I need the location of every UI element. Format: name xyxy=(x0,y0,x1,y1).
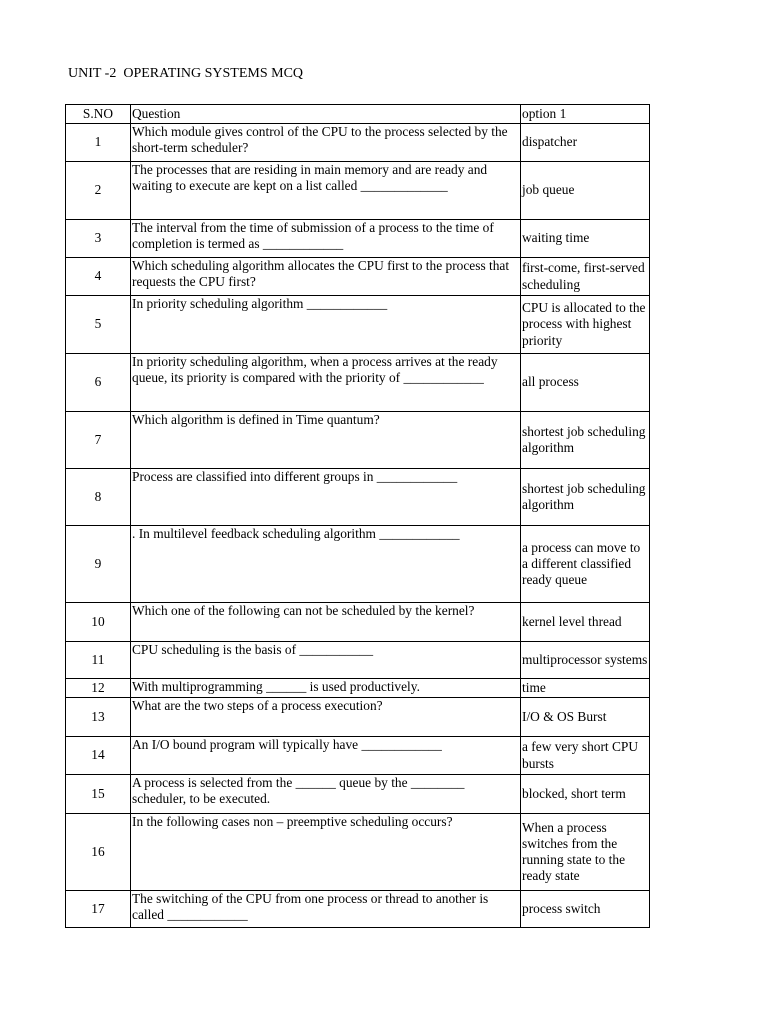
row-sno: 3 xyxy=(66,220,131,258)
row-sno: 9 xyxy=(66,526,131,603)
table-row xyxy=(66,526,650,603)
row-option-1: time xyxy=(521,679,650,698)
row-question: In priority scheduling algorithm ____________ xyxy=(131,296,521,354)
header-question: Question xyxy=(131,105,521,124)
row-question: An I/O bound program will typically have ____________ xyxy=(131,737,521,775)
table-row xyxy=(66,679,650,698)
row-question: Which scheduling algorithm allocates the CPU first to the process that requests the CPU first? xyxy=(131,258,521,296)
row-option-1: a process can move to a different classified ready queue xyxy=(521,526,650,603)
row-option-1: job queue xyxy=(521,162,650,220)
row-option-1: first-come, first-served scheduling xyxy=(521,258,650,296)
row-question: The switching of the CPU from one process or thread to another is called ____________ xyxy=(131,891,521,928)
table-row xyxy=(66,354,650,412)
table-row xyxy=(66,775,650,814)
row-sno: 4 xyxy=(66,258,131,296)
row-question: With multiprogramming ______ is used productively. xyxy=(131,679,521,698)
table-row xyxy=(66,469,650,526)
table-row xyxy=(66,603,650,642)
row-sno: 8 xyxy=(66,469,131,526)
row-option-1: CPU is allocated to the process with highest priority xyxy=(521,296,650,354)
row-sno: 15 xyxy=(66,775,131,814)
header-sno: S.NO xyxy=(66,105,131,124)
row-option-1: blocked, short term xyxy=(521,775,650,814)
table-row xyxy=(66,412,650,469)
row-option-1: all process xyxy=(521,354,650,412)
row-option-1: multiprocessor systems xyxy=(521,642,650,679)
row-question: What are the two steps of a process execution? xyxy=(131,698,521,737)
row-question: CPU scheduling is the basis of ___________ xyxy=(131,642,521,679)
row-sno: 16 xyxy=(66,814,131,891)
table-row xyxy=(66,124,650,162)
row-option-1: kernel level thread xyxy=(521,603,650,642)
row-sno: 5 xyxy=(66,296,131,354)
row-option-1: shortest job scheduling algorithm xyxy=(521,412,650,469)
row-question: . In multilevel feedback scheduling algorithm ____________ xyxy=(131,526,521,603)
row-option-1: When a process switches from the running state to the ready state xyxy=(521,814,650,891)
row-sno: 10 xyxy=(66,603,131,642)
row-sno: 13 xyxy=(66,698,131,737)
row-sno: 14 xyxy=(66,737,131,775)
mcq-table xyxy=(65,104,650,928)
header-option-1: option 1 xyxy=(521,105,650,124)
row-question: A process is selected from the ______ queue by the ________ scheduler, to be executed. xyxy=(131,775,521,814)
row-question: In the following cases non – preemptive scheduling occurs? xyxy=(131,814,521,891)
table-row xyxy=(66,891,650,928)
row-sno: 2 xyxy=(66,162,131,220)
row-option-1: I/O & OS Burst xyxy=(521,698,650,737)
row-sno: 12 xyxy=(66,679,131,698)
row-option-1: waiting time xyxy=(521,220,650,258)
page-title: UNIT -2 OPERATING SYSTEMS MCQ xyxy=(68,66,304,81)
table-row xyxy=(66,814,650,891)
table-body xyxy=(66,124,650,928)
table-row xyxy=(66,698,650,737)
row-question: Which module gives control of the CPU to the process selected by the short-term scheduler? xyxy=(131,124,521,162)
row-option-1: shortest job scheduling algorithm xyxy=(521,469,650,526)
table-row xyxy=(66,220,650,258)
row-sno: 17 xyxy=(66,891,131,928)
row-question: Which algorithm is defined in Time quantum? xyxy=(131,412,521,469)
table-row xyxy=(66,296,650,354)
row-question: The interval from the time of submission of a process to the time of completion is termed as ____________ xyxy=(131,220,521,258)
row-sno: 1 xyxy=(66,124,131,162)
row-question: Process are classified into different groups in ____________ xyxy=(131,469,521,526)
row-question: In priority scheduling algorithm, when a process arrives at the ready queue, its priority is compared with the priority of ____________ xyxy=(131,354,521,412)
row-question: The processes that are residing in main memory and are ready and waiting to execute are kept on a list called _____________ xyxy=(131,162,521,220)
table-header-row xyxy=(66,105,650,124)
row-sno: 7 xyxy=(66,412,131,469)
table-row xyxy=(66,258,650,296)
table-row xyxy=(66,737,650,775)
row-option-1: dispatcher xyxy=(521,124,650,162)
row-sno: 6 xyxy=(66,354,131,412)
row-option-1: a few very short CPU bursts xyxy=(521,737,650,775)
row-option-1: process switch xyxy=(521,891,650,928)
row-question: Which one of the following can not be scheduled by the kernel? xyxy=(131,603,521,642)
table-row xyxy=(66,162,650,220)
table-row xyxy=(66,642,650,679)
row-sno: 11 xyxy=(66,642,131,679)
